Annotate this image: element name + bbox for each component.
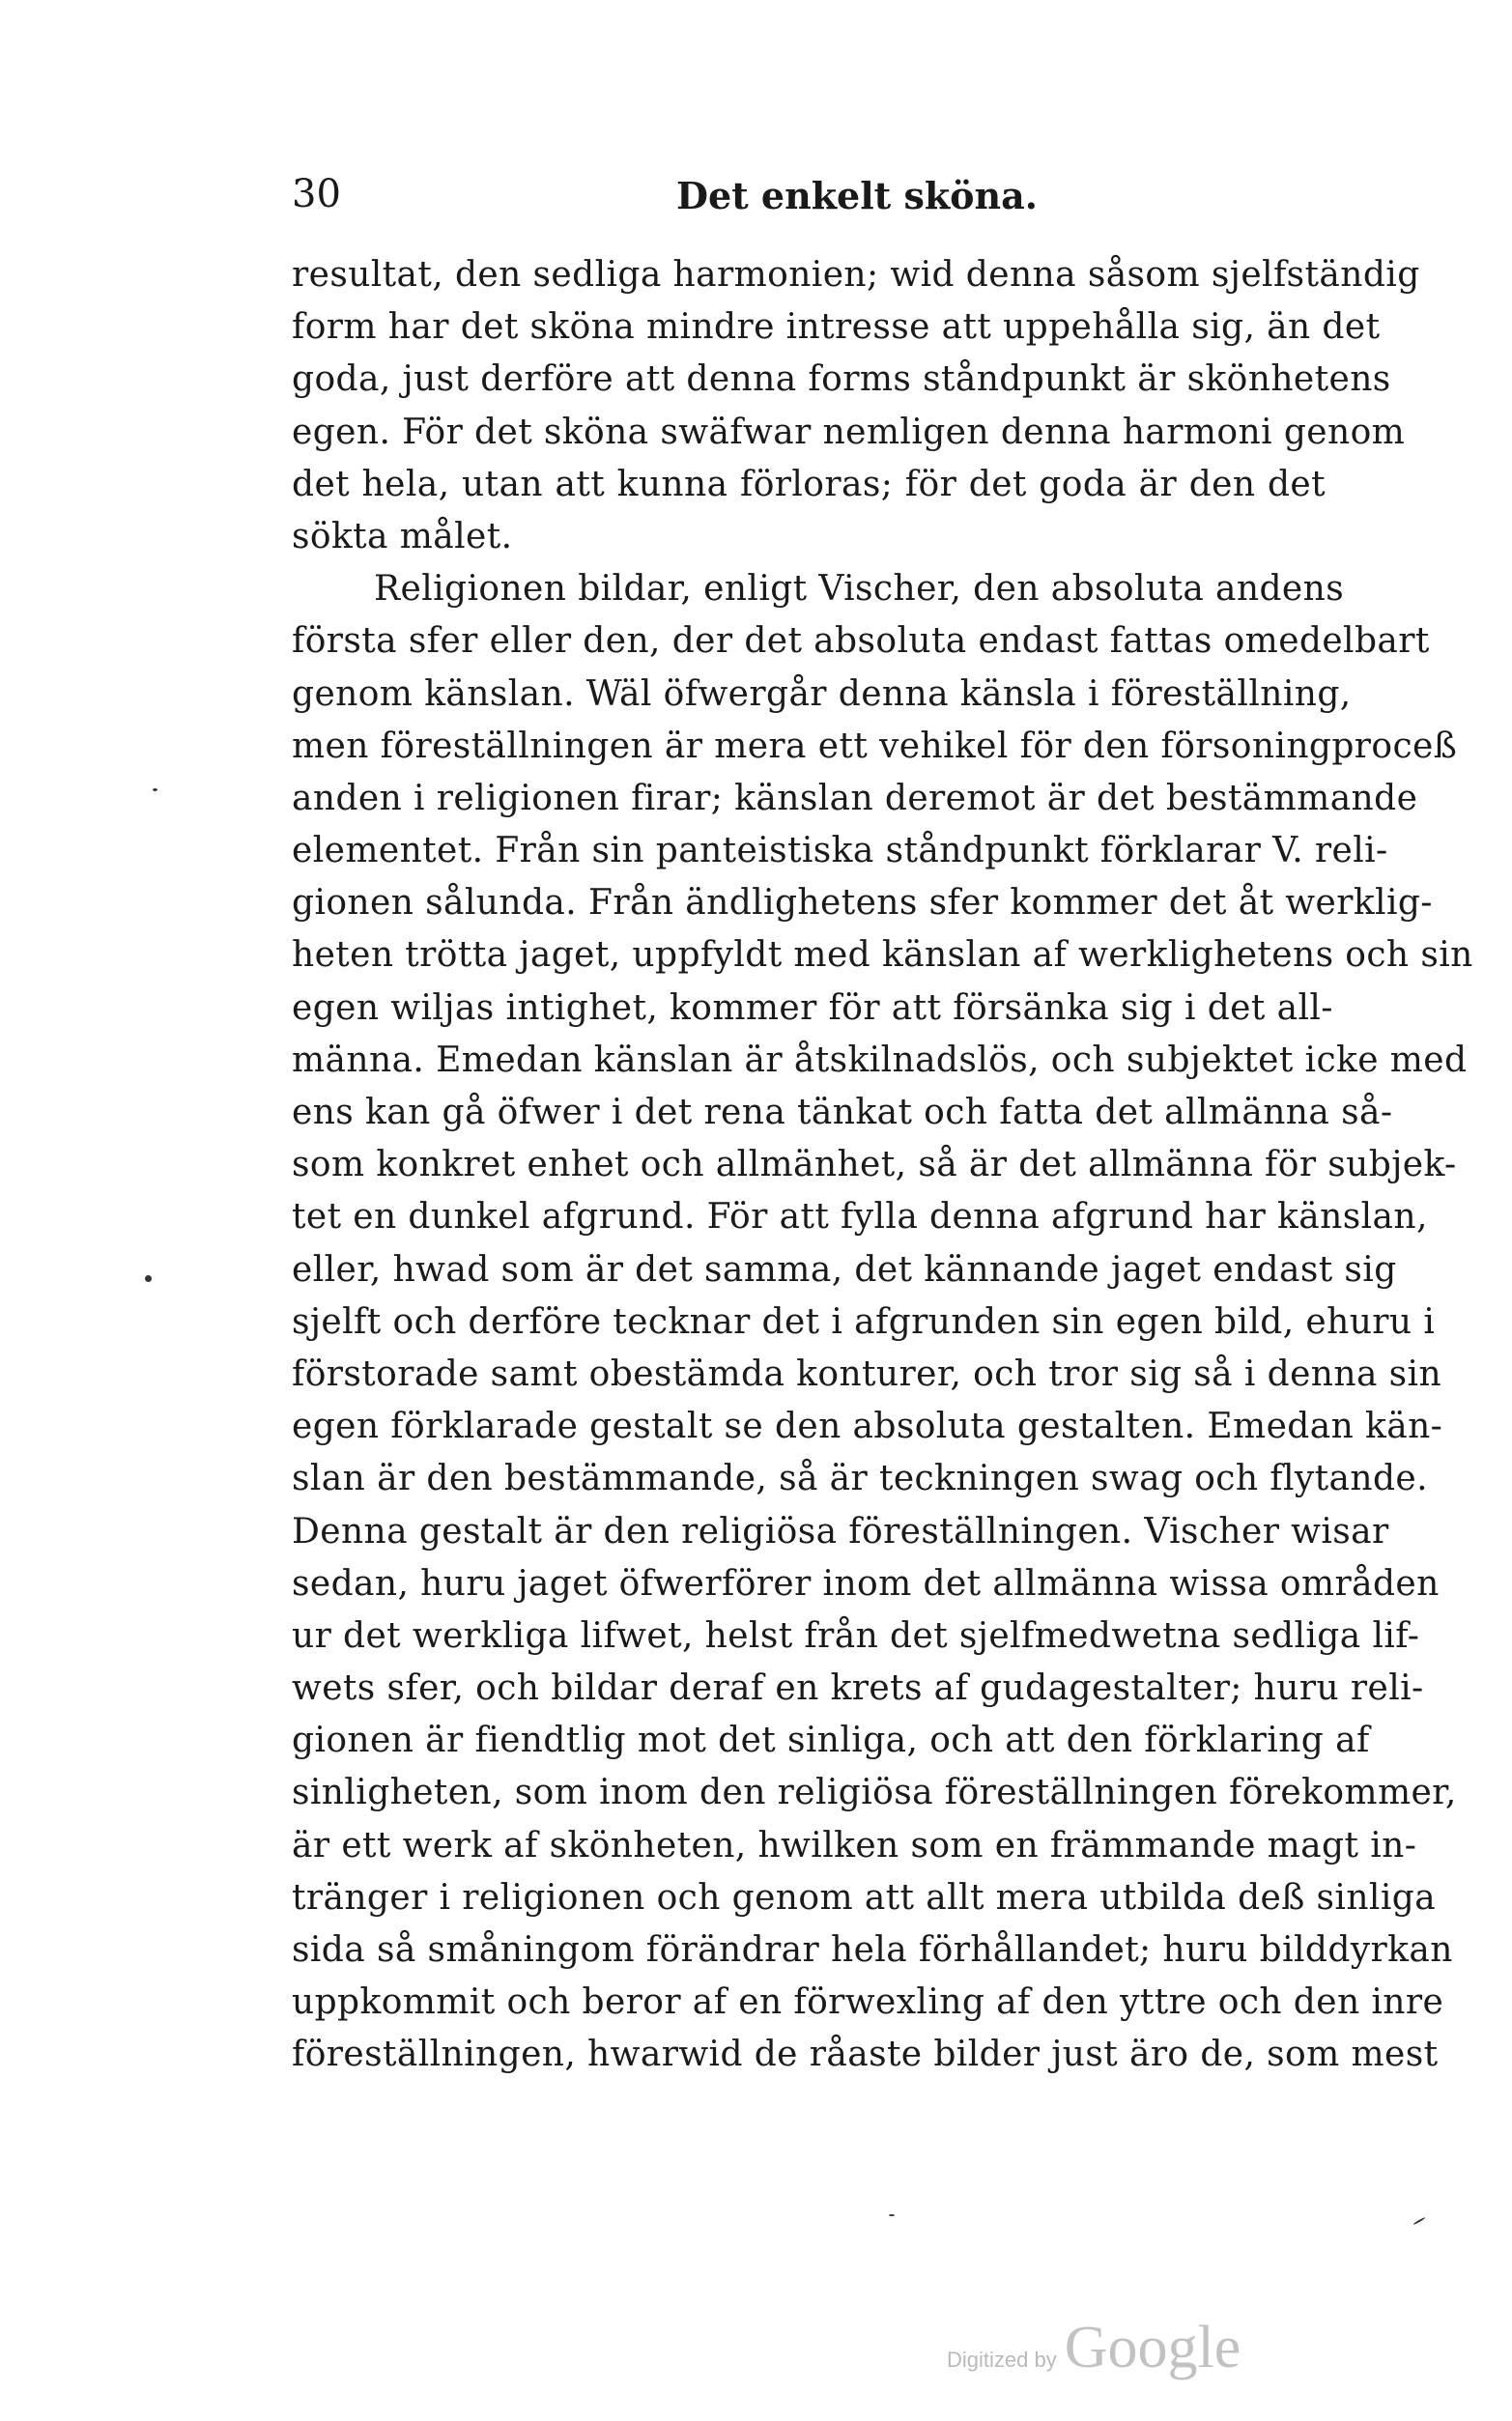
text-line: men föreställningen är mera ett vehikel för den försoningproceß xyxy=(292,726,1458,766)
text-line: det hela, utan att kunna förloras; för det goda är den det xyxy=(292,464,1326,504)
text-line: föreställningen, hwarwid de råaste bilder just äro de, som mest xyxy=(292,2035,1439,2075)
text-line: eller, hwad som är det samma, det kännande jaget endast sig xyxy=(292,1249,1397,1290)
text-line: slan är den bestämmande, så är teckningen swag och flytande. xyxy=(292,1459,1428,1499)
text-line: goda, just derföre att denna forms ståndpunkt är skönhetens xyxy=(292,359,1391,400)
text-line: form har det sköna mindre intresse att uppehålla sig, än det xyxy=(292,307,1381,348)
text-line: ens kan gå öfwer i det rena tänkat och fatta det allmänna så- xyxy=(292,1093,1393,1132)
text-line: gionen sålunda. Från ändlighetens sfer kommer det åt werklig- xyxy=(292,883,1433,924)
text-line: egen. För det sköna swäfwar nemligen denna harmoni genom xyxy=(292,412,1406,452)
text-line: gionen är fiendtlig mot det sinliga, och att den förklaring af xyxy=(292,1721,1370,1761)
text-line: wets sfer, och bildar deraf en krets af gudagestalter; huru reli- xyxy=(292,1668,1424,1709)
text-line: sökta målet. xyxy=(292,516,513,556)
text-line: tet en dunkel afgrund. För att fylla denna afgrund har känslan, xyxy=(292,1197,1428,1238)
text-line: männa. Emedan känslan är åtskilnadslös, och subjektet icke med xyxy=(292,1040,1468,1080)
text-line: första sfer eller den, der det absoluta endast fattas omedelbart xyxy=(292,621,1430,662)
scan-speck xyxy=(889,2214,895,2216)
text-line: egen förklarade gestalt se den absoluta gestalten. Emedan kän- xyxy=(292,1407,1443,1447)
text-line: Denna gestalt är den religiösa föreställningen. Vischer wisar xyxy=(292,1511,1389,1552)
running-head: Det enkelt sköna. xyxy=(676,174,1038,217)
text-line: sedan, huru jaget öfwerförer inom det allmänna wissa områden xyxy=(292,1563,1440,1604)
text-line: sinligheten, som inom den religiösa föreställningen förekommer, xyxy=(292,1773,1457,1813)
text-line: anden i religionen firar; känslan deremot är det bestämmande xyxy=(292,778,1418,818)
scan-speck xyxy=(1412,2217,1425,2226)
scan-speck xyxy=(153,788,157,791)
page-number: 30 xyxy=(292,172,341,216)
text-line: som konkret enhet och allmänhet, så är det allmänna för subjek- xyxy=(292,1145,1457,1185)
text-line: elementet. Från sin panteistiska ståndpunkt förklarar V. reli- xyxy=(292,831,1388,871)
scan-speck xyxy=(145,1275,152,1282)
text-line: är ett werk af skönheten, hwilken som en främmande magt in- xyxy=(292,1825,1417,1866)
text-line: förstorade samt obestämda konturer, och tror sig så i denna sin xyxy=(292,1353,1442,1394)
text-line: resultat, den sedliga harmonien; wid denna såsom sjelfständig xyxy=(292,255,1420,295)
body-text xyxy=(292,249,1473,2082)
google-logo: Google xyxy=(1064,2315,1241,2380)
text-line: sida så småningom förändrar hela förhållandet; huru bilddyrkan xyxy=(292,1930,1453,1970)
digitized-by-google-watermark xyxy=(947,2314,1241,2382)
text-line: sjelft och derföre tecknar det i afgrunden sin egen bild, ehuru i xyxy=(292,1301,1436,1342)
text-line: ur det werkliga lifwet, helst från det sjelfmedwetna sedliga lif- xyxy=(292,1615,1420,1656)
text-line: uppkommit och beror af en förwexling af den yttre och den inre xyxy=(292,1982,1444,2023)
text-line: genom känslan. Wäl öfwergår denna känsla i föreställning, xyxy=(292,673,1352,714)
text-line: egen wiljas intighet, kommer för att försänka sig i det all- xyxy=(292,987,1333,1028)
text-line: tränger i religionen och genom att allt mera utbilda deß sinliga xyxy=(292,1877,1437,1918)
digitized-by-label: Digitized by xyxy=(947,2348,1057,2372)
text-line: heten trötta jaget, uppfyldt med känslan af werklighetens och sin xyxy=(292,935,1473,976)
text-line-paragraph-start: Religionen bildar, enligt Vischer, den absoluta andens xyxy=(374,569,1345,610)
